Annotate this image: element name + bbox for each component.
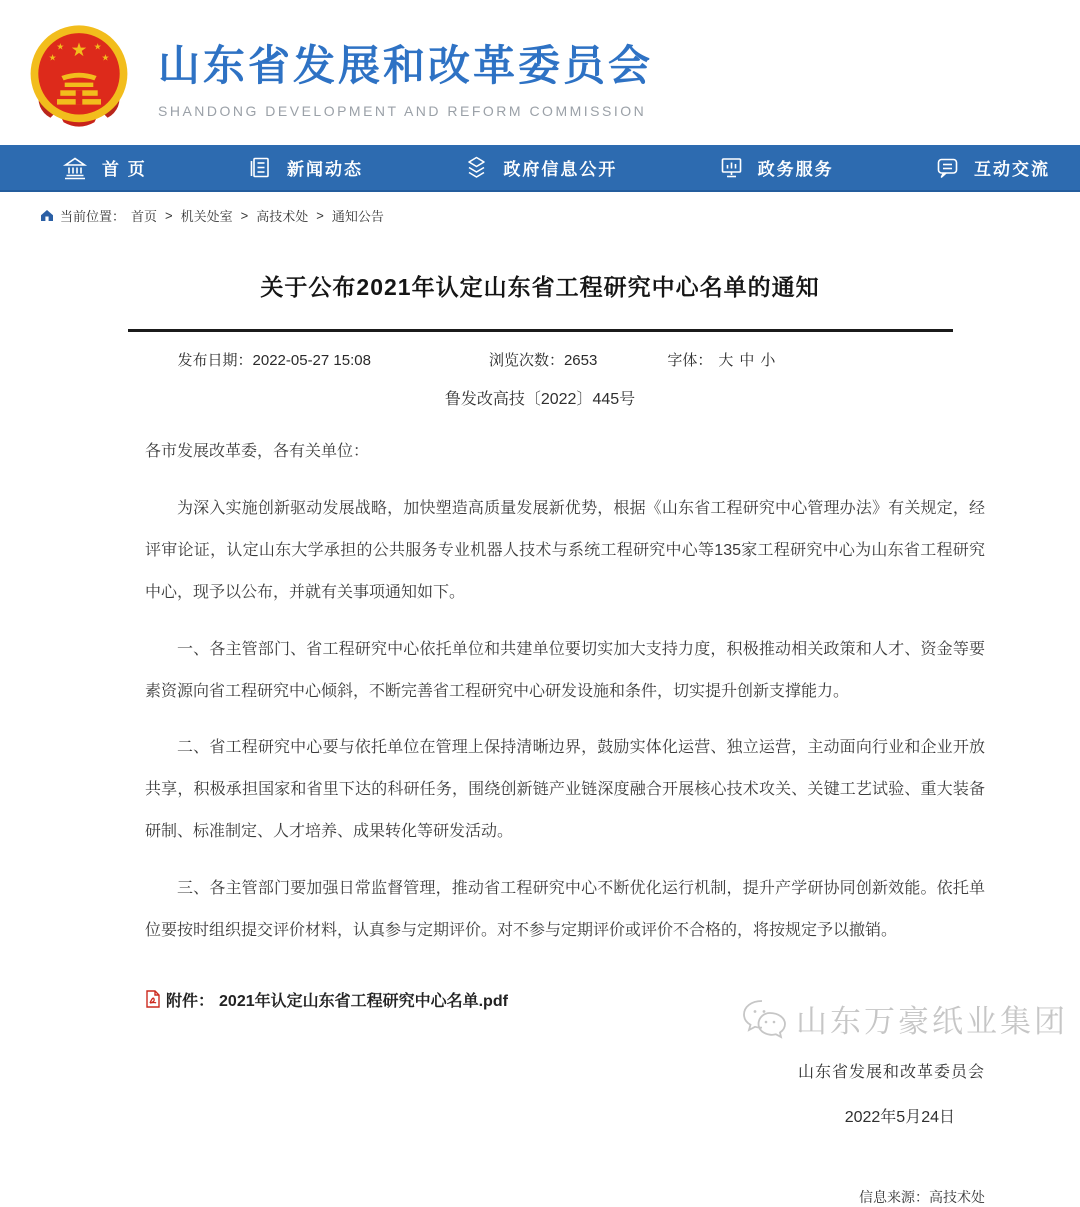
source-row bbox=[145, 1187, 985, 1207]
breadcrumb-separator: > bbox=[316, 208, 324, 223]
article-title: 关于公布2021年认定山东省工程研究中心名单的通知 bbox=[260, 274, 820, 300]
main-nav bbox=[0, 145, 1080, 192]
monitor-icon bbox=[719, 155, 744, 180]
document-body bbox=[145, 431, 985, 952]
paragraph-item-1: 一、各主管部门、省工程研究中心依托单位和共建单位要切实加大支持力度，积极推动相关政策和人才、资金等要素资源向省工程研究中心倾斜，不断完善省工程研究中心研发设施和条件，切实提升创新支撑能力。 bbox=[145, 640, 985, 700]
salutation: 各市发展改革委，各有关单位： bbox=[145, 443, 370, 460]
font-size-medium-button[interactable]: 中 bbox=[739, 352, 755, 369]
svg-text:★: ★ bbox=[101, 52, 110, 63]
document-number: 鲁发改高技〔2022〕445号 bbox=[444, 391, 636, 408]
nav-item-label: 互动交流 bbox=[973, 160, 1050, 179]
signature-date: 2022年5月24日 bbox=[844, 1108, 955, 1126]
breadcrumb bbox=[40, 206, 1080, 225]
nav-item-label: 新闻动态 bbox=[287, 160, 364, 179]
paragraph-intro: 为深入实施创新驱动发展战略，加快塑造高质量发展新优势，根据《山东省工程研究中心管理办法》有关规定，经评审论证，认定山东大学承担的公共服务专业机器人技术与系统工程研究中心等135家工程研究中心为山东省工程研究中心，现予以公布，并就有关事项通知如下。 bbox=[145, 499, 985, 601]
nav-item-label: 首 页 bbox=[102, 160, 147, 179]
breadcrumb-division[interactable]: 高技术处 bbox=[256, 209, 309, 224]
signature-block bbox=[145, 1059, 985, 1127]
breadcrumb-home[interactable]: 首页 bbox=[131, 209, 158, 224]
nav-item-label: 政府信息公开 bbox=[503, 160, 618, 179]
masthead bbox=[158, 33, 653, 119]
national-emblem-icon bbox=[24, 21, 134, 131]
breadcrumb-separator: > bbox=[165, 208, 173, 223]
paragraph-item-2: 二、省工程研究中心要与依托单位在管理上保持清晰边界，鼓励实体化运营、独立运营，主动面向行业和企业开放共享，积极承担国家和省里下达的科研任务，围绕创新链产业链深度融合开展核心技术攻关、关键工艺试验、重大装备研制、标准制定、人才培养、成果转化等研发活动。 bbox=[145, 739, 985, 841]
home-icon bbox=[40, 209, 54, 222]
news-icon bbox=[248, 155, 273, 180]
chat-icon bbox=[935, 155, 960, 180]
bank-icon bbox=[62, 155, 88, 181]
breadcrumb-notices[interactable]: 通知公告 bbox=[331, 209, 384, 224]
article-meta bbox=[128, 349, 953, 370]
nav-item-home[interactable] bbox=[62, 155, 147, 181]
watermark bbox=[740, 996, 1068, 1041]
nav-item-services[interactable] bbox=[719, 155, 834, 180]
paragraph-item-3: 三、各主管部门要加强日常监督管理，推动省工程研究中心不断优化运行机制，提升产学研协同创新效能。依托单位要按时组织提交评价材料，认真参与定期评价。对不参与定期评价或评价不合格的，将按规定予以撤销。 bbox=[145, 880, 985, 940]
watermark-text: 山东万豪纸业集团 bbox=[796, 1004, 1068, 1039]
publish-date-value: 2022-05-27 15:08 bbox=[252, 352, 371, 369]
view-count-label: 浏览次数： bbox=[488, 352, 564, 369]
view-count-value: 2653 bbox=[563, 352, 598, 369]
site-header bbox=[0, 0, 1080, 145]
attachment-link[interactable]: 2021年认定山东省工程研究中心名单.pdf bbox=[219, 992, 508, 1010]
attachment-label: 附件： bbox=[166, 992, 215, 1010]
source-label: 信息来源： bbox=[859, 1188, 929, 1205]
font-size-large-button[interactable]: 大 bbox=[718, 352, 734, 369]
source-value: 高技术处 bbox=[929, 1188, 985, 1205]
svg-text:★: ★ bbox=[48, 52, 57, 63]
font-size-small-button[interactable]: 小 bbox=[760, 352, 776, 369]
nav-item-gov-info[interactable] bbox=[464, 155, 617, 180]
pdf-icon bbox=[145, 990, 161, 1008]
breadcrumb-separator: > bbox=[240, 208, 249, 223]
nav-item-label: 政务服务 bbox=[757, 160, 834, 179]
breadcrumb-dept[interactable]: 机关处室 bbox=[180, 209, 233, 224]
nav-item-news[interactable] bbox=[248, 155, 363, 180]
site-subtitle: SHANDONG DEVELOPMENT AND REFORM COMMISSION bbox=[158, 102, 647, 119]
layers-icon bbox=[464, 155, 489, 180]
svg-text:★: ★ bbox=[70, 38, 88, 60]
publish-date-label: 发布日期： bbox=[177, 352, 253, 369]
signature-org: 山东省发展和改革委员会 bbox=[797, 1063, 985, 1081]
site-title: 山东省发展和改革委员会 bbox=[158, 41, 654, 89]
view-count bbox=[489, 349, 597, 370]
svg-text:★: ★ bbox=[93, 41, 102, 52]
font-size-control bbox=[667, 349, 775, 370]
wechat-icon bbox=[740, 997, 792, 1041]
publish-date bbox=[178, 349, 371, 370]
nav-item-interaction[interactable] bbox=[935, 155, 1050, 180]
title-divider bbox=[128, 329, 953, 332]
font-size-label: 字体： bbox=[667, 352, 713, 369]
breadcrumb-prefix: 当前位置： bbox=[60, 209, 126, 224]
svg-text:★: ★ bbox=[56, 41, 65, 52]
